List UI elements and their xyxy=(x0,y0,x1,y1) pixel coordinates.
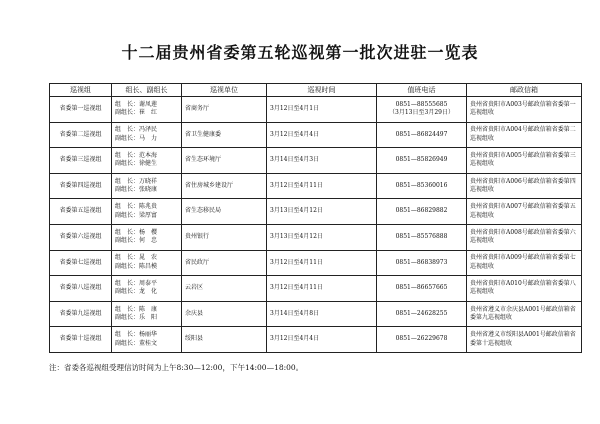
cell-phone xyxy=(377,276,467,302)
deputy-name: 副组长：马 力 xyxy=(115,134,158,142)
cell-unit xyxy=(182,276,267,302)
table-row xyxy=(50,276,582,302)
unit-name: 省卫生健康委 xyxy=(185,130,222,138)
cell-time xyxy=(267,97,377,123)
cell-mailbox xyxy=(467,224,582,250)
table-row xyxy=(50,199,582,225)
phone-number: 0851—85826949 xyxy=(395,156,448,164)
cell-leaders xyxy=(112,301,182,327)
cell-mailbox xyxy=(467,250,582,276)
deputy-name: 副组长：董桂文 xyxy=(115,339,158,347)
phone-note: （3月13日至3月29日） xyxy=(389,109,454,117)
cell-unit xyxy=(182,97,267,123)
cell-group xyxy=(50,148,112,174)
cell-leaders xyxy=(112,250,182,276)
cell-group xyxy=(50,250,112,276)
cell-phone xyxy=(377,122,467,148)
cell-time xyxy=(267,301,377,327)
cell-unit xyxy=(182,173,267,199)
time-range: 3月13日至4月12日 xyxy=(270,207,323,215)
document-title: 十二届贵州省委第五轮巡视第一批次进驻一览表 xyxy=(121,43,479,62)
cell-leaders xyxy=(112,122,182,148)
table-row xyxy=(50,250,582,276)
cell-leaders xyxy=(112,173,182,199)
mailbox-address: 贵州省贵阳市A003号邮政信箱省委第一巡视组收 xyxy=(470,100,576,117)
cell-phone xyxy=(377,250,467,276)
leader-name: 组 长：杨 樱 xyxy=(115,228,158,236)
phone-number: 0851—88555685 xyxy=(395,100,448,108)
time-range: 3月12日至4月4日 xyxy=(270,335,320,343)
mailbox-address: 贵州省遵义市绥阳县A001号邮政信箱省委第十巡视组收 xyxy=(470,331,576,347)
table-row xyxy=(50,301,582,327)
phone-number: 0851—86657665 xyxy=(395,284,448,292)
leader-name: 组 长：范本海 xyxy=(115,151,158,159)
cell-mailbox xyxy=(467,173,582,199)
cell-phone xyxy=(377,327,467,353)
leader-name: 组 长：杨丽华 xyxy=(115,331,158,339)
time-range: 3月12日至4月11日 xyxy=(270,181,323,189)
cell-phone xyxy=(377,97,467,123)
cell-mailbox xyxy=(467,327,582,353)
cell-leaders xyxy=(112,327,182,353)
cell-time xyxy=(267,199,377,225)
cell-group xyxy=(50,122,112,148)
deputy-name: 副组长：徐健生 xyxy=(115,160,158,168)
table-row xyxy=(50,224,582,250)
phone-number: 0851—24628255 xyxy=(395,309,448,317)
cell-unit xyxy=(182,327,267,353)
phone-number: 0851—26229678 xyxy=(395,335,448,343)
table-row xyxy=(50,97,582,123)
group-name: 省委第三巡视组 xyxy=(59,156,102,164)
group-name: 省委第十巡视组 xyxy=(59,335,102,343)
time-range: 3月12日至4月11日 xyxy=(270,284,323,292)
header-unit: 巡视单位 xyxy=(182,84,267,97)
time-range: 3月12日至4月11日 xyxy=(270,258,323,266)
mailbox-address: 贵州省遵义市余庆县A001号邮政信箱省委第九巡视组收 xyxy=(470,305,576,322)
cell-phone xyxy=(377,173,467,199)
deputy-name: 副组长：梁厚富 xyxy=(115,211,158,219)
deputy-name: 副组长：乐 阳 xyxy=(115,314,158,322)
unit-name: 省生态环境厅 xyxy=(185,156,222,164)
group-name: 省委第九巡视组 xyxy=(59,309,102,317)
cell-mailbox xyxy=(467,301,582,327)
mailbox-address: 贵州省贵阳市A006号邮政信箱省委第四巡视组收 xyxy=(470,177,576,194)
cell-time xyxy=(267,327,377,353)
phone-number: 0851—86838973 xyxy=(395,258,448,266)
cell-group xyxy=(50,199,112,225)
time-range: 3月14日至4月3日 xyxy=(270,156,320,164)
deputy-name: 副组长：崔 红 xyxy=(115,109,158,117)
unit-name: 贵州银行 xyxy=(185,233,210,241)
header-leaders: 组长、副组长 xyxy=(112,84,182,97)
cell-mailbox xyxy=(467,276,582,302)
deputy-name: 副组长：张晓康 xyxy=(115,186,158,194)
unit-name: 省商务厅 xyxy=(185,105,210,113)
table-row xyxy=(50,327,582,353)
leader-name: 组 长：谢凤莲 xyxy=(115,100,158,108)
cell-time xyxy=(267,148,377,174)
group-name: 省委第二巡视组 xyxy=(59,130,102,138)
cell-group xyxy=(50,276,112,302)
cell-leaders xyxy=(112,199,182,225)
cell-group xyxy=(50,97,112,123)
group-name: 省委第五巡视组 xyxy=(59,207,102,215)
table-header-row xyxy=(50,84,582,97)
cell-unit xyxy=(182,301,267,327)
leader-name: 组 长：周泰平 xyxy=(115,279,158,287)
unit-name: 省生态移民局 xyxy=(185,207,222,215)
cell-time xyxy=(267,224,377,250)
phone-number: 0851—85576888 xyxy=(395,233,448,241)
mailbox-address: 贵州省贵阳市A010号邮政信箱省委第八巡视组收 xyxy=(470,279,576,296)
cell-group xyxy=(50,301,112,327)
header-time: 巡视时间 xyxy=(267,84,377,97)
leader-name: 组 长：陈 康 xyxy=(115,305,158,313)
time-range: 3月12日至4月4日 xyxy=(270,130,320,138)
cell-group xyxy=(50,224,112,250)
group-name: 省委第七巡视组 xyxy=(59,258,102,266)
group-name: 省委第六巡视组 xyxy=(59,233,102,241)
mailbox-address: 贵州省贵阳市A008号邮政信箱省委第六巡视组收 xyxy=(470,228,576,245)
phone-number: 0851—85360016 xyxy=(395,181,448,189)
footnote: 注：省委各巡视组受理信访时间为上午8:30—12:00，下午14:00—18:00。 xyxy=(49,363,304,372)
cell-leaders xyxy=(112,97,182,123)
table-row xyxy=(50,148,582,174)
unit-name: 余庆县 xyxy=(185,309,204,317)
cell-mailbox xyxy=(467,199,582,225)
table-row xyxy=(50,122,582,148)
cell-group xyxy=(50,327,112,353)
time-range: 3月13日至4月12日 xyxy=(270,233,323,241)
time-range: 3月12日至4月1日 xyxy=(270,105,320,113)
cell-phone xyxy=(377,148,467,174)
cell-group xyxy=(50,173,112,199)
cell-unit xyxy=(182,224,267,250)
inspection-table xyxy=(49,83,582,353)
deputy-name: 副组长：龙 化 xyxy=(115,288,158,296)
mailbox-address: 贵州省贵阳市A007号邮政信箱省委第五巡视组收 xyxy=(470,203,576,219)
mailbox-address: 贵州省贵阳市A004号邮政信箱省委第二巡视组收 xyxy=(470,126,576,142)
unit-name: 省住房城乡建设厅 xyxy=(185,181,234,189)
cell-leaders xyxy=(112,148,182,174)
cell-phone xyxy=(377,301,467,327)
group-name: 省委第四巡视组 xyxy=(59,181,102,189)
cell-unit xyxy=(182,199,267,225)
phone-number: 0851—86829882 xyxy=(395,207,448,215)
mailbox-address: 贵州省贵阳市A009号邮政信箱省委第七巡视组收 xyxy=(470,254,576,270)
header-group: 巡视组 xyxy=(50,84,112,97)
unit-name: 省民政厅 xyxy=(185,258,210,266)
cell-mailbox xyxy=(467,97,582,123)
header-phone: 值班电话 xyxy=(377,84,467,97)
deputy-name: 副组长：何 忠 xyxy=(115,237,158,245)
cell-leaders xyxy=(112,224,182,250)
cell-time xyxy=(267,250,377,276)
cell-time xyxy=(267,122,377,148)
table-row xyxy=(50,173,582,199)
leader-name: 组 长：万晓祥 xyxy=(115,177,158,185)
cell-mailbox xyxy=(467,148,582,174)
cell-time xyxy=(267,276,377,302)
group-name: 省委第一巡视组 xyxy=(59,105,102,113)
leader-name: 组 长：陈兆贵 xyxy=(115,203,158,211)
cell-phone xyxy=(377,199,467,225)
cell-unit xyxy=(182,250,267,276)
time-range: 3月14日至4月8日 xyxy=(270,309,320,317)
deputy-name: 副组长：陈昌模 xyxy=(115,262,158,270)
leader-name: 组 长：晁 农 xyxy=(115,254,158,262)
cell-phone xyxy=(377,224,467,250)
cell-mailbox xyxy=(467,122,582,148)
cell-time xyxy=(267,173,377,199)
phone-number: 0851—86824497 xyxy=(395,130,448,138)
mailbox-address: 贵州省贵阳市A005号邮政信箱省委第三巡视组收 xyxy=(470,151,576,168)
leader-name: 组 长：冯泽民 xyxy=(115,126,158,134)
unit-name: 绥阳县 xyxy=(185,335,204,343)
unit-name: 云岩区 xyxy=(185,284,204,292)
cell-unit xyxy=(182,148,267,174)
group-name: 省委第八巡视组 xyxy=(59,284,102,292)
cell-unit xyxy=(182,122,267,148)
cell-leaders xyxy=(112,276,182,302)
header-mailbox: 邮政信箱 xyxy=(467,84,582,97)
